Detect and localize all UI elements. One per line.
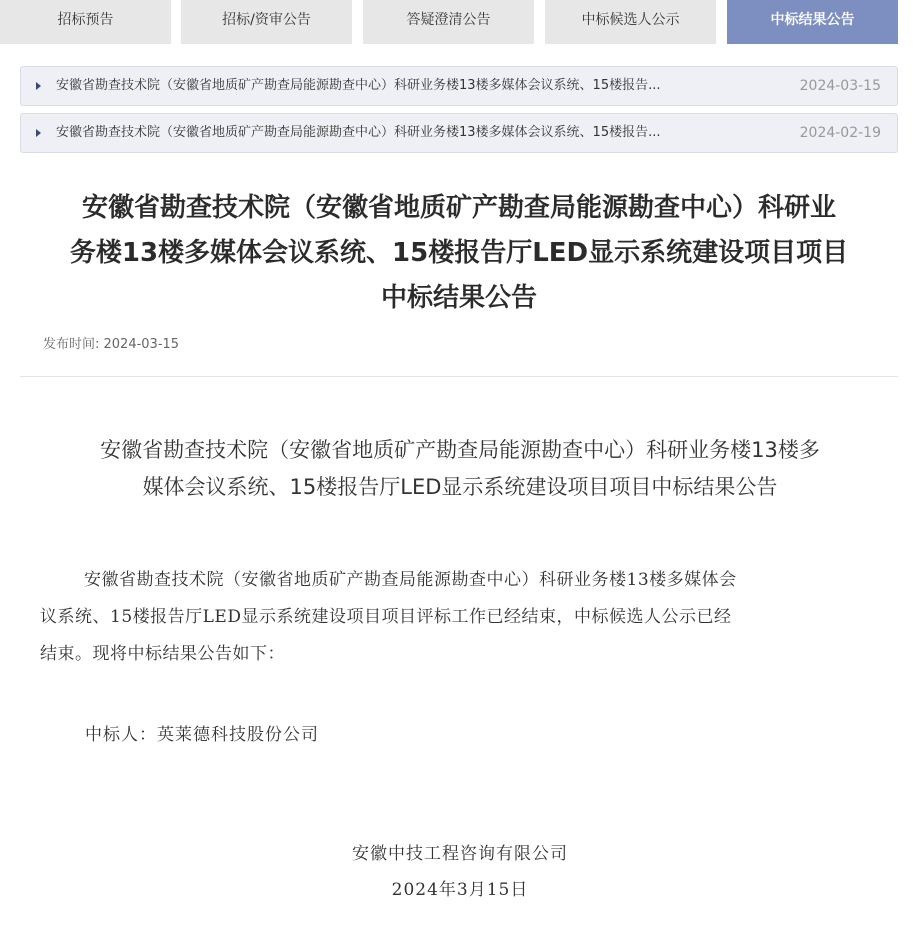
body-paragraph-line: 议系统、15楼报告厅LED显示系统建设项目项目评标工作已经结束，中标候选人公示已经 <box>40 607 732 627</box>
header-divider <box>20 376 898 377</box>
winner-name: 英莱德科技股份公司 <box>157 725 319 745</box>
related-announcement-item[interactable] <box>20 113 898 153</box>
body-paragraph <box>40 562 878 673</box>
related-announcement-date: 2024-02-19 <box>799 125 881 141</box>
caret-right-icon <box>36 82 41 90</box>
publish-info <box>43 333 179 352</box>
related-announcement-title[interactable]: 安徽省勘查技术院（安徽省地质矿产勘查局能源勘查中心）科研业务楼13楼多媒体会议系统、15楼报告... <box>56 78 661 93</box>
winner-label: 中标人： <box>85 725 157 745</box>
publish-date: 2024-03-15 <box>103 337 180 352</box>
body-heading-line: 媒体会议系统、15楼报告厅LED显示系统建设项目项目中标结果公告 <box>142 475 778 499</box>
related-announcement-item[interactable] <box>20 66 898 106</box>
signature-date: 2024年3月15日 <box>391 880 529 900</box>
publish-label: 发布时间: <box>43 337 104 352</box>
article-title <box>20 186 898 321</box>
body-paragraph-line: 安徽省勘查技术院（安徽省地质矿产勘查局能源勘查中心）科研业务楼13楼多媒体会 <box>84 570 737 590</box>
tab-bidding-forecast[interactable]: 招标预告 <box>0 0 171 44</box>
article-title-line: 务楼13楼多媒体会议系统、15楼报告厅LED显示系统建设项目项目 <box>69 238 849 268</box>
winner-line <box>85 720 319 750</box>
category-tabs <box>0 0 921 44</box>
article-title-line: 中标结果公告 <box>380 283 537 313</box>
body-paragraph-line: 结束。现将中标结果公告如下： <box>40 644 285 664</box>
tab-candidate-publicity[interactable]: 中标候选人公示 <box>545 0 716 44</box>
tab-clarification-announcement[interactable]: 答疑澄清公告 <box>363 0 534 44</box>
tab-award-result[interactable]: 中标结果公告 <box>727 0 898 44</box>
body-heading <box>40 432 880 506</box>
related-announcements-list <box>20 66 898 160</box>
related-announcement-title[interactable]: 安徽省勘查技术院（安徽省地质矿产勘查局能源勘查中心）科研业务楼13楼多媒体会议系统、15楼报告... <box>56 125 661 140</box>
signature-block <box>40 836 880 908</box>
related-announcement-date: 2024-03-15 <box>799 78 881 94</box>
signature-company: 安徽中技工程咨询有限公司 <box>352 844 568 864</box>
article-title-line: 安徽省勘查技术院（安徽省地质矿产勘查局能源勘查中心）科研业 <box>81 193 836 223</box>
tab-tender-announcement[interactable]: 招标/资审公告 <box>181 0 352 44</box>
caret-right-icon <box>36 129 41 137</box>
body-heading-line: 安徽省勘查技术院（安徽省地质矿产勘查局能源勘查中心）科研业务楼13楼多 <box>100 438 820 462</box>
